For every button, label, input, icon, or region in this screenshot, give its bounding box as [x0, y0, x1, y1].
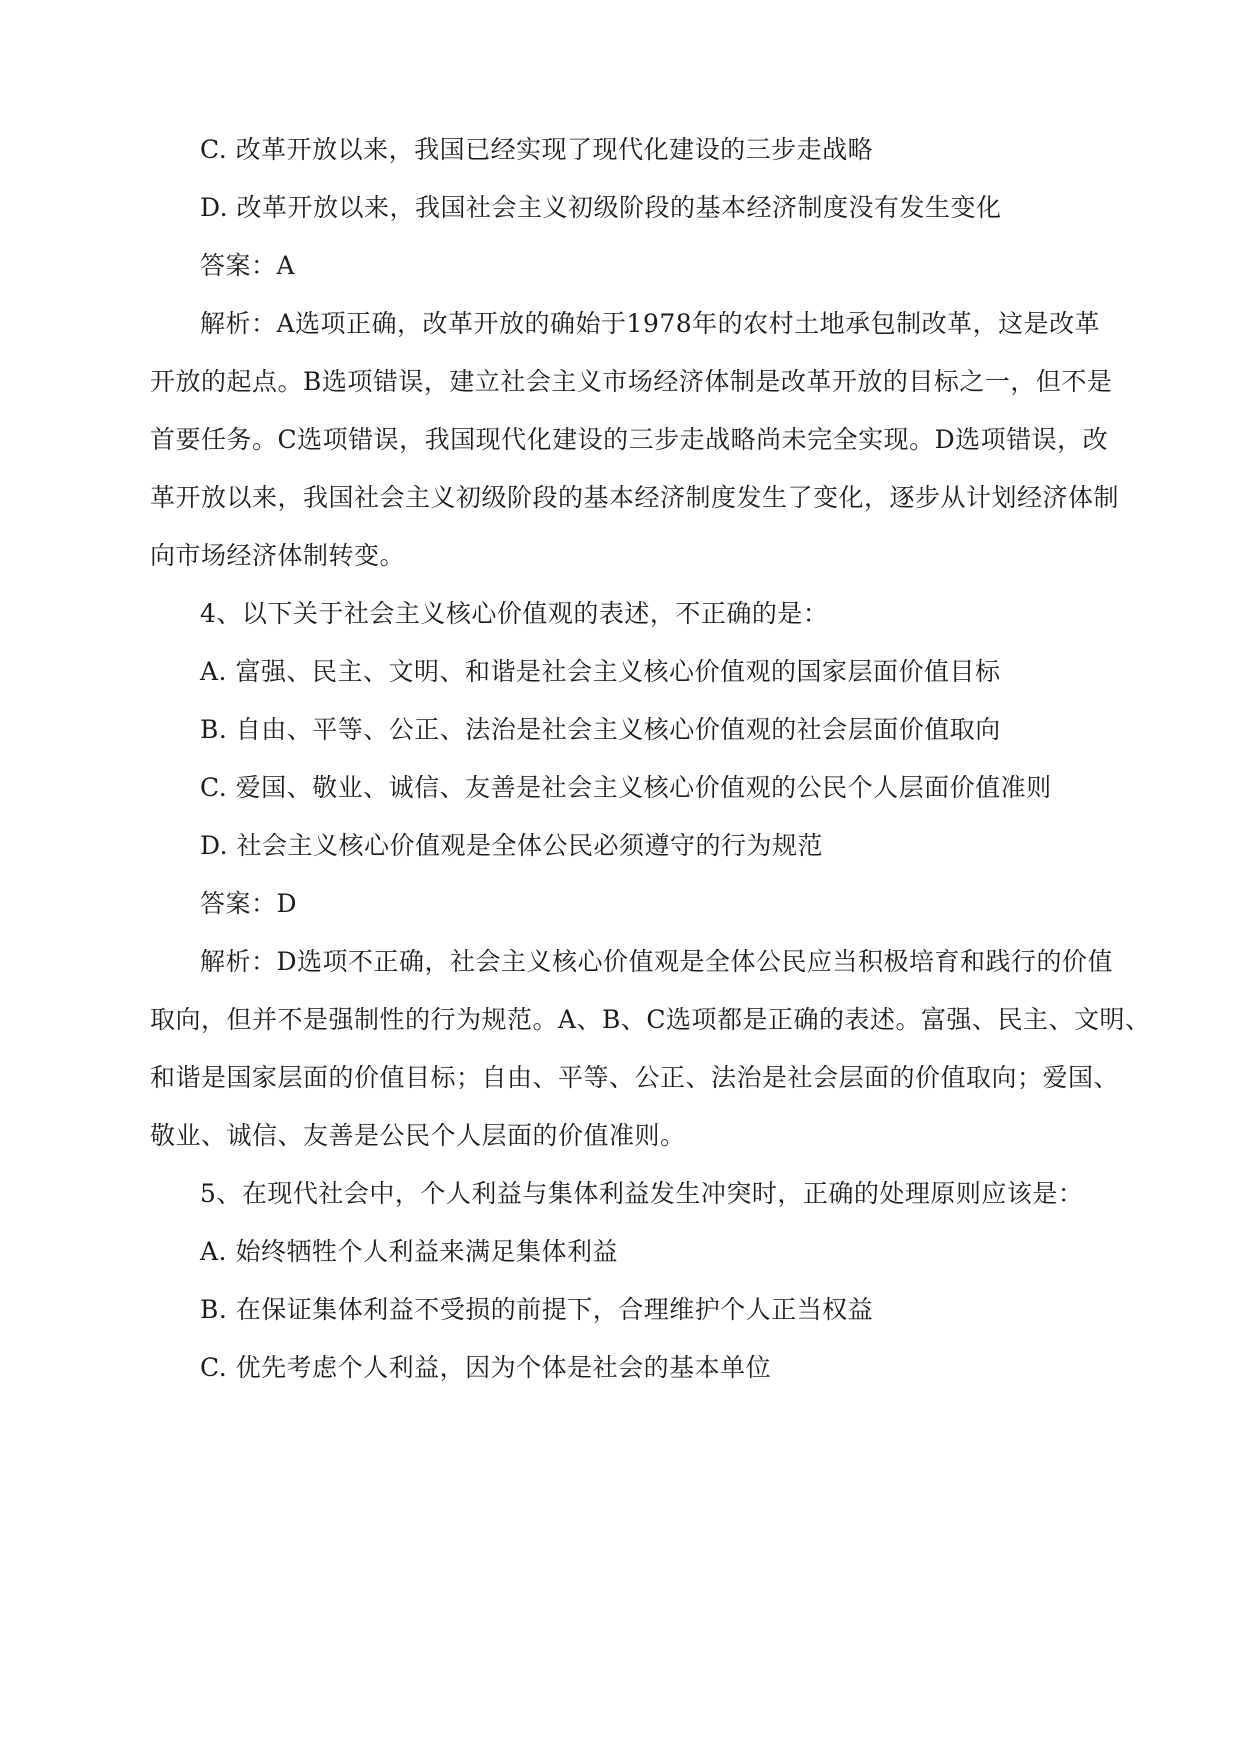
- option-b-q5: B. 在保证集体利益不受损的前提下，合理维护个人正当权益: [200, 1295, 874, 1324]
- explanation-q4-line2: 取向，但并不是强制性的行为规范。A、B、C选项都是正确的表述。富强、民主、文明、: [150, 1005, 1151, 1034]
- explanation-q3-line4: 革开放以来，我国社会主义初级阶段的基本经济制度发生了变化，逐步从计划经济体制: [150, 483, 1120, 512]
- explanation-q3-line5: 向市场经济体制转变。: [150, 541, 406, 570]
- answer-q3: 答案：A: [200, 251, 296, 280]
- explanation-q3-line2: 开放的起点。B选项错误，建立社会主义市场经济体制是改革开放的目标之一，但不是: [150, 367, 1113, 396]
- option-c-q3: C. 改革开放以来，我国已经实现了现代化建设的三步走战略: [200, 135, 874, 164]
- option-c-q4: C. 爱国、敬业、诚信、友善是社会主义核心价值观的公民个人层面价值准则: [200, 773, 1052, 802]
- option-a-q4: A. 富强、民主、文明、和谐是社会主义核心价值观的国家层面价值目标: [200, 657, 1001, 686]
- explanation-q4-line4: 敬业、诚信、友善是公民个人层面的价值准则。: [150, 1121, 686, 1150]
- option-d-q3: D. 改革开放以来，我国社会主义初级阶段的基本经济制度没有发生变化: [200, 193, 1002, 222]
- explanation-q4-line3: 和谐是国家层面的价值目标；自由、平等、公正、法治是社会层面的价值取向；爱国、: [150, 1063, 1120, 1092]
- answer-q4: 答案：D: [200, 889, 298, 918]
- option-b-q4: B. 自由、平等、公正、法治是社会主义核心价值观的社会层面价值取向: [200, 715, 1001, 744]
- option-c-q5: C. 优先考虑个人利益，因为个体是社会的基本单位: [200, 1353, 772, 1382]
- option-a-q5: A. 始终牺牲个人利益来满足集体利益: [200, 1237, 618, 1266]
- explanation-q4-line1: 解析：D选项不正确，社会主义核心价值观是全体公民应当积极培育和践行的价值: [200, 947, 1114, 976]
- explanation-q3-line1: 解析：A选项正确，改革开放的确始于1978年的农村土地承包制改革，这是改革: [200, 309, 1101, 338]
- explanation-q3-line3: 首要任务。C选项错误，我国现代化建设的三步走战略尚未完全实现。D选项错误，改: [150, 425, 1109, 454]
- question-4: 4、以下关于社会主义核心价值观的表述，不正确的是：: [200, 599, 829, 628]
- question-5: 5、在现代社会中，个人利益与集体利益发生冲突时，正确的处理原则应该是：: [200, 1179, 1084, 1208]
- option-d-q4: D. 社会主义核心价值观是全体公民必须遵守的行为规范: [200, 831, 824, 860]
